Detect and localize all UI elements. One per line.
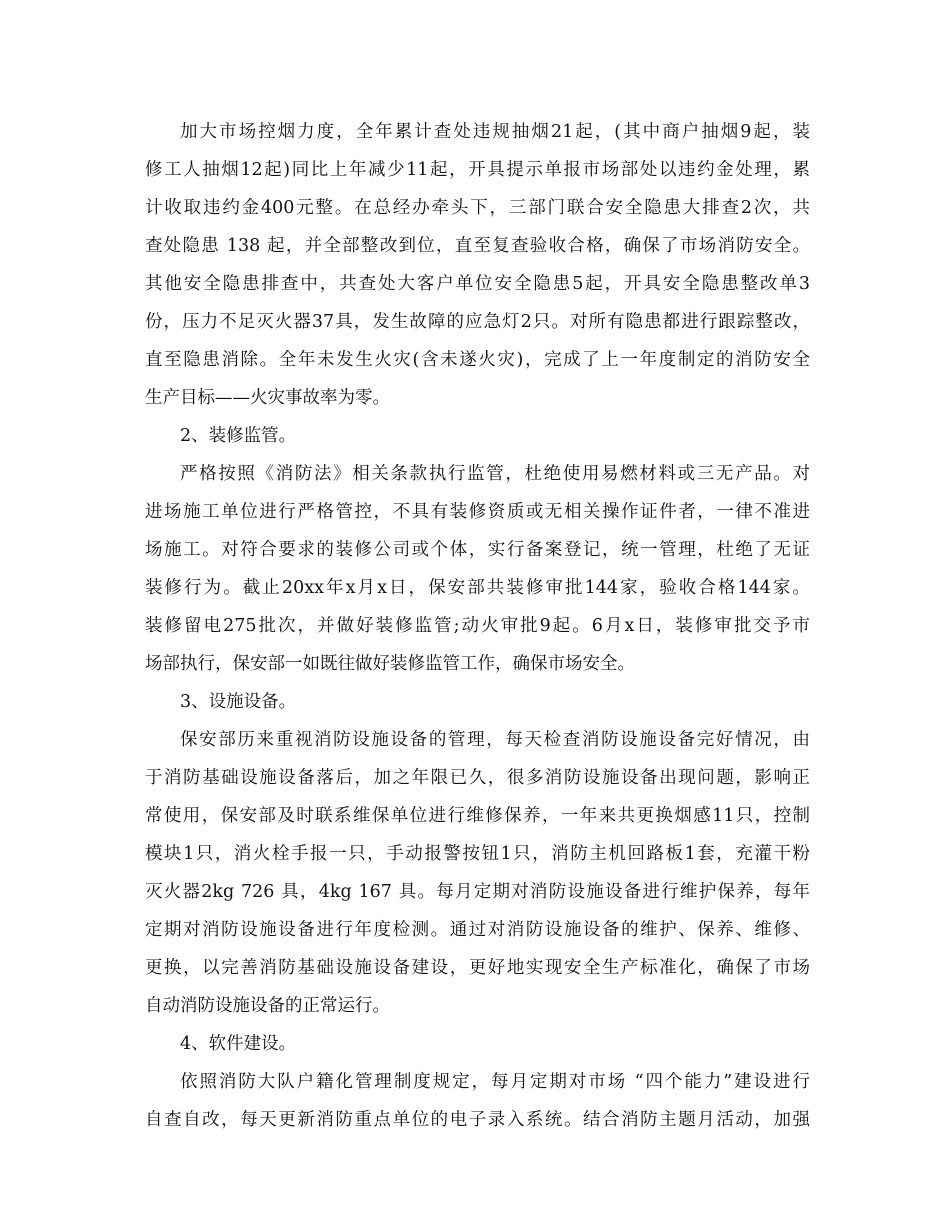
paragraph-line: 严格按照《消防法》相关条款执行监管，杜绝使用易燃材料或三无产品。对 xyxy=(180,464,810,484)
paragraph-line: 直至隐患消除。全年未发生火灾(含未遂火灾)，完成了上一年度制定的消防安全 xyxy=(145,350,810,370)
paragraph-line: 常使用，保安部及时联系维保单位进行维修保养，一年来共更换烟感11只，控制 xyxy=(145,806,810,826)
section-heading: 3、设施设备。 xyxy=(180,692,297,712)
paragraph-line: 份，压力不足灭火器37具，发生故障的应急灯2只。对所有隐患都进行跟踪整改， xyxy=(145,312,810,332)
paragraph-line: 计收取违约金400元整。在总经办牵头下，三部门联合安全隐患大排查2次，共 xyxy=(145,198,810,218)
paragraph-line: 进场施工单位进行严格管控，不具有装修资质或无相关操作证件者，一律不准进 xyxy=(145,502,810,522)
paragraph-line: 自动消防设施设备的正常运行。 xyxy=(145,996,390,1016)
paragraph-line: 装修留电275批次，并做好装修监管;动火审批9起。6月x日，装修审批交予市 xyxy=(145,616,810,636)
paragraph-line: 更换，以完善消防基础设施设备建设，更好地实现安全生产标准化，确保了市场 xyxy=(145,958,810,978)
paragraph-line: 自查自改，每天更新消防重点单位的电子录入系统。结合消防主题月活动，加强 xyxy=(145,1110,810,1130)
paragraph-line: 装修行为。截止20xx年x月x日，保安部共装修审批144家，验收合格144家。 xyxy=(145,578,810,598)
section-heading: 4、软件建设。 xyxy=(180,1034,297,1054)
paragraph-line: 加大市场控烟力度，全年累计查处违规抽烟21起，(其中商户抽烟9起，装 xyxy=(180,122,810,142)
section-heading: 2、装修监管。 xyxy=(180,426,297,446)
paragraph-line: 依照消防大队户籍化管理制度规定，每月定期对市场 “四个能力”建设进行 xyxy=(180,1072,810,1092)
paragraph-line: 场部执行，保安部一如既往做好装修监管工作，确保市场安全。 xyxy=(145,654,635,674)
paragraph-line: 于消防基础设施设备落后，加之年限已久，很多消防设施设备出现问题，影响正 xyxy=(145,768,810,788)
paragraph-line: 生产目标——火灾事故率为零。 xyxy=(145,388,390,408)
paragraph-line: 保安部历来重视消防设施设备的管理，每天检查消防设施设备完好情况，由 xyxy=(180,730,810,750)
paragraph-line: 查处隐患 138 起，并全部整改到位，直至复查验收合格，确保了市场消防安全。 xyxy=(145,236,810,256)
paragraph-line: 灭火器2kg 726 具，4kg 167 具。每月定期对消防设施设备进行维护保养，每年 xyxy=(145,882,810,902)
paragraph-line: 修工人抽烟12起)同比上年减少11起，开具提示单报市场部处以违约金处理，累 xyxy=(145,160,810,180)
paragraph-line: 定期对消防设施设备进行年度检测。通过对消防设施设备的维护、保养、维修、 xyxy=(145,920,810,940)
paragraph-line: 场施工。对符合要求的装修公司或个体，实行备案登记，统一管理，杜绝了无证 xyxy=(145,540,810,560)
paragraph-line: 其他安全隐患排查中，共查处大客户单位安全隐患5起，开具安全隐患整改单3 xyxy=(145,274,810,294)
paragraph-line: 模块1只，消火栓手报一只，手动报警按钮1只，消防主机回路板1套，充灌干粉 xyxy=(145,844,810,864)
